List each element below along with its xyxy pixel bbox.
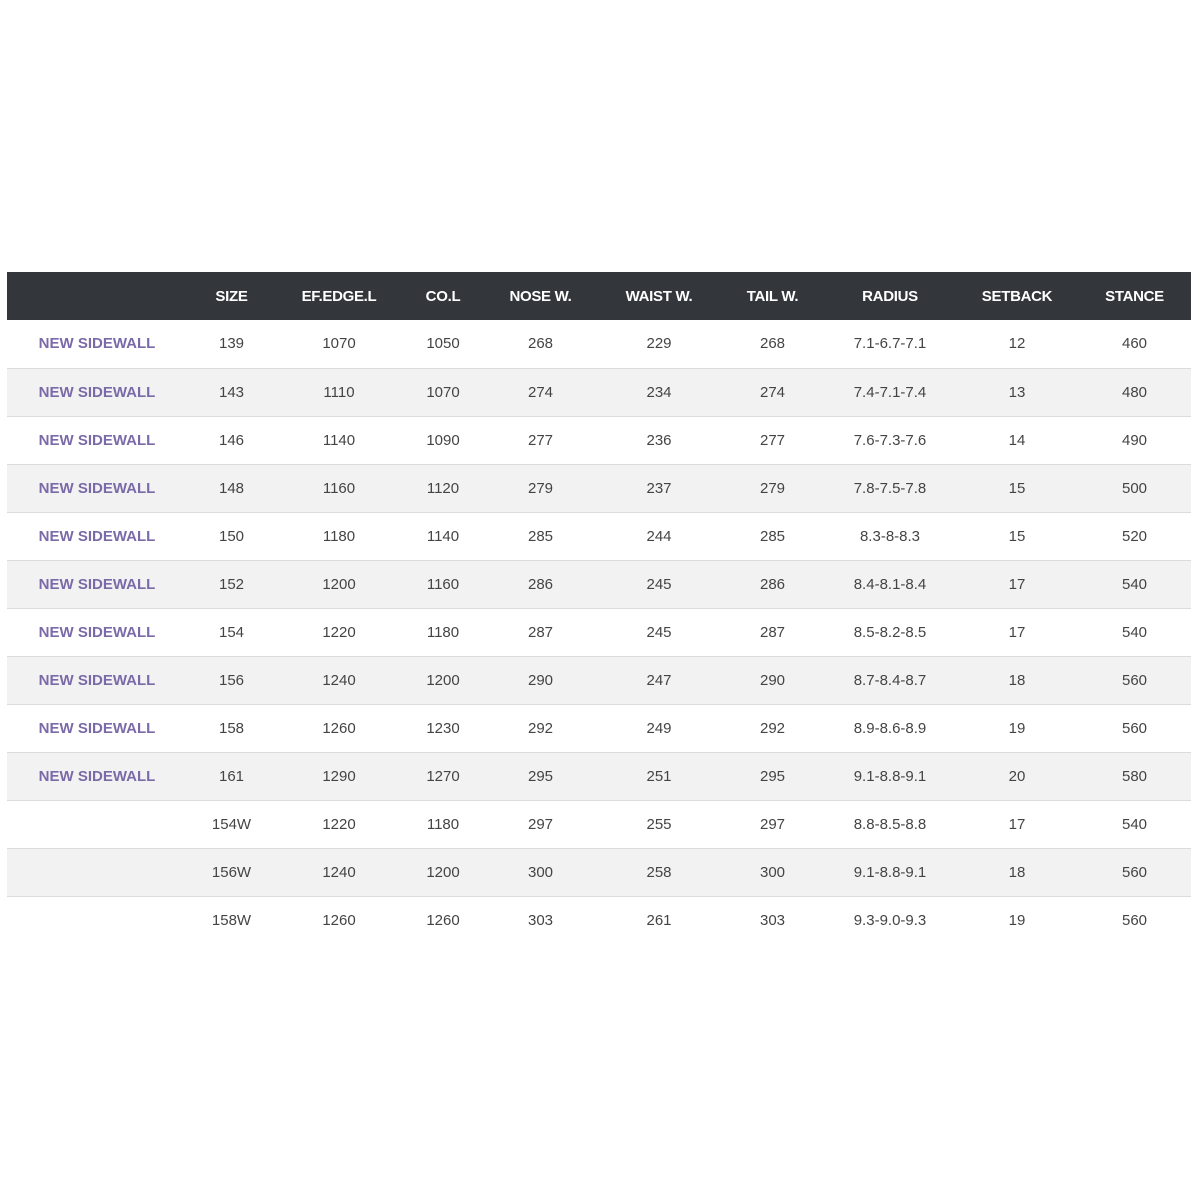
cell-nose-width: 285 (527, 527, 554, 545)
cell-size: 146 (218, 431, 245, 449)
cell-tag: NEW SIDEWALL (38, 767, 156, 785)
cell-stance: 560 (1121, 671, 1148, 689)
cell-tag (7, 800, 187, 848)
cell-setback: 17 (1008, 623, 1026, 641)
cell-contact-length: 1140 (426, 527, 460, 545)
cell-size: 154 (218, 623, 245, 641)
cell-nose-width: 297 (527, 815, 554, 833)
cell-size: 154W (211, 815, 252, 833)
cell-tail-width: 290 (759, 671, 786, 689)
cell-effective-edge: 1220 (322, 815, 356, 833)
cell-tag: NEW SIDEWALL (38, 479, 156, 497)
cell-radius: 9.3-9.0-9.3 (853, 911, 927, 929)
cell-waist-width: 244 (646, 527, 672, 545)
cell-nose-width: 274 (527, 383, 554, 401)
cell-contact-length: 1200 (426, 671, 460, 689)
cell-nose-width: 286 (527, 575, 554, 593)
cell-radius: 8.7-8.4-8.7 (853, 671, 927, 689)
cell-tail-width: 295 (759, 767, 786, 785)
cell-stance: 500 (1121, 479, 1148, 497)
cell-tag: NEW SIDEWALL (38, 383, 156, 401)
cell-setback: 15 (1008, 527, 1026, 545)
cell-contact-length: 1260 (426, 911, 460, 929)
cell-effective-edge: 1070 (322, 335, 356, 353)
cell-contact-length: 1180 (426, 815, 460, 833)
header-cell-radius: RADIUS (862, 287, 918, 305)
cell-setback: 14 (1008, 431, 1026, 449)
cell-tail-width: 277 (759, 431, 786, 449)
cell-size: 148 (218, 479, 245, 497)
cell-tag: NEW SIDEWALL (38, 719, 156, 737)
cell-contact-length: 1230 (426, 719, 460, 737)
cell-nose-width: 277 (527, 431, 554, 449)
cell-stance: 580 (1121, 767, 1148, 785)
cell-effective-edge: 1260 (322, 719, 356, 737)
table-row (7, 560, 1191, 608)
cell-contact-length: 1270 (426, 767, 460, 785)
cell-nose-width: 268 (527, 335, 554, 353)
header-cell-stance: STANCE (1105, 287, 1164, 305)
cell-nose-width: 279 (527, 479, 554, 497)
cell-nose-width: 292 (527, 719, 554, 737)
cell-waist-width: 247 (646, 671, 672, 689)
cell-tail-width: 287 (759, 623, 786, 641)
cell-nose-width: 295 (527, 767, 554, 785)
cell-tag: NEW SIDEWALL (38, 431, 156, 449)
table-row (7, 704, 1191, 752)
cell-radius: 9.1-8.8-9.1 (853, 863, 927, 881)
cell-waist-width: 249 (646, 719, 672, 737)
cell-tail-width: 292 (759, 719, 786, 737)
cell-effective-edge: 1220 (322, 623, 356, 641)
cell-nose-width: 290 (527, 671, 554, 689)
cell-setback: 17 (1008, 575, 1026, 593)
cell-effective-edge: 1110 (323, 383, 355, 401)
cell-contact-length: 1200 (426, 863, 460, 881)
cell-waist-width: 234 (646, 383, 672, 401)
cell-stance: 540 (1121, 575, 1148, 593)
cell-effective-edge: 1180 (322, 527, 356, 545)
cell-tag: NEW SIDEWALL (38, 335, 156, 353)
cell-size: 150 (218, 527, 245, 545)
cell-size: 156 (218, 671, 245, 689)
table-row (7, 608, 1191, 656)
cell-tail-width: 300 (759, 863, 786, 881)
table-row (7, 320, 1191, 368)
header-cell-effective-edge: EF.EDGE.L (301, 287, 377, 305)
cell-stance: 520 (1121, 527, 1148, 545)
cell-size: 139 (218, 335, 245, 353)
cell-setback: 18 (1008, 863, 1026, 881)
cell-effective-edge: 1260 (322, 911, 356, 929)
table-row (7, 656, 1191, 704)
cell-contact-length: 1090 (426, 431, 460, 449)
header-cell-size: SIZE (215, 287, 248, 305)
header-cell-tail-width: TAIL W. (746, 287, 799, 305)
cell-waist-width: 229 (646, 335, 672, 353)
cell-size: 158 (218, 719, 245, 737)
cell-radius: 8.3-8-8.3 (859, 527, 921, 545)
cell-size: 158W (211, 911, 252, 929)
cell-tail-width: 297 (759, 815, 786, 833)
cell-stance: 560 (1121, 911, 1148, 929)
cell-nose-width: 300 (527, 863, 554, 881)
cell-tail-width: 303 (759, 911, 786, 929)
cell-setback: 12 (1008, 335, 1026, 353)
header-cell-contact-length: CO.L (425, 287, 461, 305)
cell-waist-width: 245 (646, 623, 672, 641)
cell-size: 143 (218, 383, 245, 401)
cell-effective-edge: 1140 (322, 431, 356, 449)
cell-size: 156W (211, 863, 252, 881)
cell-waist-width: 236 (646, 431, 672, 449)
table-header (7, 272, 1191, 320)
cell-setback: 20 (1008, 767, 1026, 785)
cell-tag: NEW SIDEWALL (38, 623, 156, 641)
header-cell-nose-width: NOSE W. (509, 287, 572, 305)
cell-waist-width: 251 (646, 767, 672, 785)
cell-setback: 19 (1008, 719, 1026, 737)
cell-setback: 13 (1008, 383, 1026, 401)
cell-stance: 480 (1121, 383, 1148, 401)
header-row (7, 272, 1191, 320)
cell-effective-edge: 1200 (322, 575, 356, 593)
cell-radius: 7.6-7.3-7.6 (853, 431, 927, 449)
cell-radius: 7.8-7.5-7.8 (853, 479, 927, 497)
cell-effective-edge: 1290 (322, 767, 356, 785)
cell-contact-length: 1180 (426, 623, 460, 641)
cell-setback: 15 (1008, 479, 1026, 497)
cell-waist-width: 237 (646, 479, 672, 497)
cell-nose-width: 287 (527, 623, 554, 641)
cell-setback: 19 (1008, 911, 1026, 929)
cell-stance: 540 (1121, 623, 1148, 641)
cell-radius: 8.8-8.5-8.8 (853, 815, 927, 833)
header-cell-label (7, 272, 187, 320)
cell-tag: NEW SIDEWALL (38, 671, 156, 689)
table-row (7, 752, 1191, 800)
table-row (7, 368, 1191, 416)
table-row (7, 800, 1191, 848)
header-cell-waist-width: WAIST W. (625, 287, 693, 305)
cell-waist-width: 245 (646, 575, 672, 593)
cell-radius: 7.4-7.1-7.4 (853, 383, 927, 401)
cell-tail-width: 286 (759, 575, 786, 593)
cell-setback: 17 (1008, 815, 1026, 833)
cell-waist-width: 261 (646, 911, 672, 929)
cell-size: 152 (218, 575, 245, 593)
cell-tail-width: 285 (759, 527, 786, 545)
cell-effective-edge: 1240 (322, 863, 356, 881)
cell-waist-width: 255 (646, 815, 672, 833)
cell-size: 161 (218, 767, 245, 785)
cell-tag (7, 848, 187, 896)
cell-tag: NEW SIDEWALL (38, 575, 156, 593)
cell-setback: 18 (1008, 671, 1026, 689)
cell-stance: 560 (1121, 719, 1148, 737)
cell-stance: 490 (1121, 431, 1148, 449)
cell-stance: 540 (1121, 815, 1148, 833)
header-cell-setback: SETBACK (981, 287, 1053, 305)
spec-table (7, 272, 1191, 944)
cell-stance: 560 (1121, 863, 1148, 881)
cell-waist-width: 258 (646, 863, 672, 881)
cell-stance: 460 (1121, 335, 1148, 353)
cell-radius: 8.9-8.6-8.9 (853, 719, 927, 737)
table-row (7, 464, 1191, 512)
table-row (7, 848, 1191, 896)
cell-tail-width: 274 (759, 383, 786, 401)
cell-radius: 8.5-8.2-8.5 (853, 623, 927, 641)
cell-radius: 7.1-6.7-7.1 (853, 335, 927, 353)
cell-effective-edge: 1240 (322, 671, 356, 689)
table-row (7, 512, 1191, 560)
cell-tag (7, 896, 187, 944)
cell-tail-width: 279 (759, 479, 786, 497)
cell-contact-length: 1070 (426, 383, 460, 401)
table-body (7, 320, 1191, 944)
cell-tag: NEW SIDEWALL (38, 527, 156, 545)
cell-contact-length: 1050 (426, 335, 460, 353)
table-row (7, 896, 1191, 944)
cell-nose-width: 303 (527, 911, 554, 929)
cell-contact-length: 1120 (426, 479, 460, 497)
cell-radius: 8.4-8.1-8.4 (853, 575, 927, 593)
cell-effective-edge: 1160 (322, 479, 356, 497)
table-row (7, 416, 1191, 464)
cell-contact-length: 1160 (426, 575, 460, 593)
cell-radius: 9.1-8.8-9.1 (853, 767, 927, 785)
cell-tail-width: 268 (759, 335, 786, 353)
